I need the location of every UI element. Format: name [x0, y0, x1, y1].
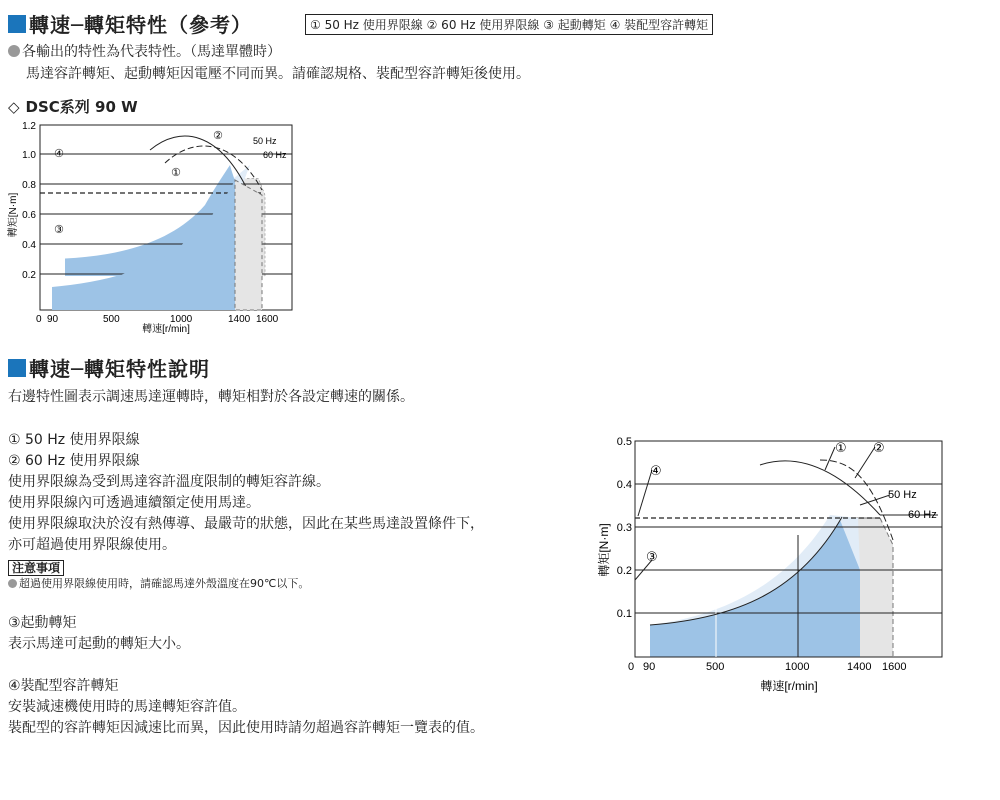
- desc-line-1: 使用界限線為受到馬達容許溫度限制的轉矩容許線。: [8, 474, 330, 490]
- chart2-xtick-0: 0: [628, 661, 635, 673]
- chart2-marker-4: ④: [650, 463, 662, 478]
- chart1-label-50hz: 50 Hz: [253, 136, 277, 146]
- desc-line-4: 亦可超過使用界限線使用。: [8, 537, 176, 553]
- chart2-ylabel: 轉矩[N·m]: [597, 523, 611, 577]
- caution-text: 超過使用界限線使用時，請確認馬達外殼溫度在90℃以下。: [8, 575, 309, 591]
- chart1-xtick-5: 1600: [256, 314, 279, 325]
- chart2-marker-2: ②: [873, 440, 885, 455]
- title-square-icon: [8, 359, 26, 377]
- chart2-xtick-3: 1000: [785, 661, 810, 673]
- caution-label: 注意事項: [8, 557, 64, 576]
- title-square-icon: [8, 15, 26, 33]
- chart1-xtick-3: 1000: [170, 314, 193, 325]
- chart2-xtick-1: 90: [643, 661, 656, 673]
- section2-intro: 右邊特性圖表示調速馬達運轉時，轉矩相對於各設定轉速的關係。: [8, 389, 414, 405]
- chart2-marker-1: ①: [835, 440, 847, 455]
- chart1-xlabel: 轉速[r/min]: [142, 324, 190, 335]
- chart1-xtick-4: 1400: [228, 314, 251, 325]
- item4-desc-1: 安裝減速機使用時的馬達轉矩容許值。: [8, 699, 246, 715]
- chart2: [590, 430, 950, 700]
- item2-label: ② 60 Hz 使用界限線: [8, 453, 140, 469]
- series-label: ◇ DSC系列 90 W: [8, 98, 138, 116]
- section2-title: 轉速─轉矩特性說明: [8, 353, 210, 382]
- item3-desc: 表示馬達可起動的轉矩大小。: [8, 636, 190, 652]
- chart2-marker-3: ③: [646, 549, 658, 564]
- note-line-2: 馬達容許轉矩、起動轉矩因電壓不同而異。請確認規格、裝配型容許轉矩後使用。: [26, 66, 530, 82]
- item3-label: ③起動轉矩: [8, 615, 77, 631]
- chart2-ytick-4: 0.1: [616, 608, 632, 620]
- chart2-ytick-2: 0.3: [616, 522, 632, 534]
- chart1-ytick-0: 1.2: [22, 121, 36, 132]
- chart1-ylabel: 轉矩[N·m]: [8, 192, 19, 238]
- chart1-xtick-0: 0: [36, 314, 42, 325]
- chart2-ytick-3: 0.2: [616, 565, 632, 577]
- chart2-ytick-0: 0.5: [616, 436, 632, 448]
- chart1-ytick-1: 1.0: [22, 150, 36, 161]
- chart1-ytick-3: 0.6: [22, 210, 36, 221]
- chart2-ytick-1: 0.4: [616, 479, 632, 491]
- desc-line-2: 使用界限線內可透過連續額定使用馬達。: [8, 495, 260, 511]
- chart1-marker-4: ④: [54, 148, 64, 160]
- section1-title: 轉速─轉矩特性（參考）: [8, 9, 252, 38]
- chart1-xtick-2: 500: [103, 314, 120, 325]
- item1-label: ① 50 Hz 使用界限線: [8, 432, 140, 448]
- chart1-marker-1: ①: [171, 167, 181, 179]
- legend-box: ① 50 Hz 使用界限線 ② 60 Hz 使用界限線 ③ 起動轉矩 ④ 裝配型容許轉矩: [305, 14, 713, 35]
- chart2-blue-region: [650, 520, 860, 657]
- item4-desc-2: 裝配型的容許轉矩因減速比而異，因此使用時請勿超過容許轉矩一覽表的值。: [8, 720, 484, 736]
- desc-line-3: 使用界限線取決於沒有熱傳導、最嚴苛的狀態，因此在某些馬達設置條件下，: [8, 516, 484, 532]
- chart1-ytick-2: 0.8: [22, 180, 36, 191]
- chart2-xtick-2: 500: [706, 661, 725, 673]
- chart2-label-50hz: 50 Hz: [888, 489, 917, 501]
- chart1-marker-3: ③: [54, 224, 64, 236]
- chart2-xtick-5: 1600: [882, 661, 907, 673]
- chart2-xlabel: 轉速[r/min]: [760, 679, 818, 693]
- chart2-curve-50hz: [760, 461, 880, 515]
- diamond-icon: ◇: [8, 98, 20, 116]
- chart1-gray-fill: [235, 180, 262, 310]
- bullet-dot-icon: [8, 579, 17, 588]
- item4-label: ④裝配型容許轉矩: [8, 678, 119, 694]
- chart1-label-60hz: 60 Hz: [263, 150, 287, 160]
- chart1-xtick-1: 90: [47, 314, 59, 325]
- chart2-label-60hz: 60 Hz: [908, 509, 937, 521]
- chart1-ytick-4: 0.4: [22, 240, 36, 251]
- note-line-1: 各輸出的特性為代表特性。（馬達單體時）: [8, 42, 281, 63]
- chart1-marker-2: ②: [213, 130, 223, 142]
- bullet-dot-icon: [8, 45, 20, 57]
- chart1: [0, 115, 300, 335]
- chart2-xtick-4: 1400: [847, 661, 872, 673]
- chart1-ytick-5: 0.2: [22, 270, 36, 281]
